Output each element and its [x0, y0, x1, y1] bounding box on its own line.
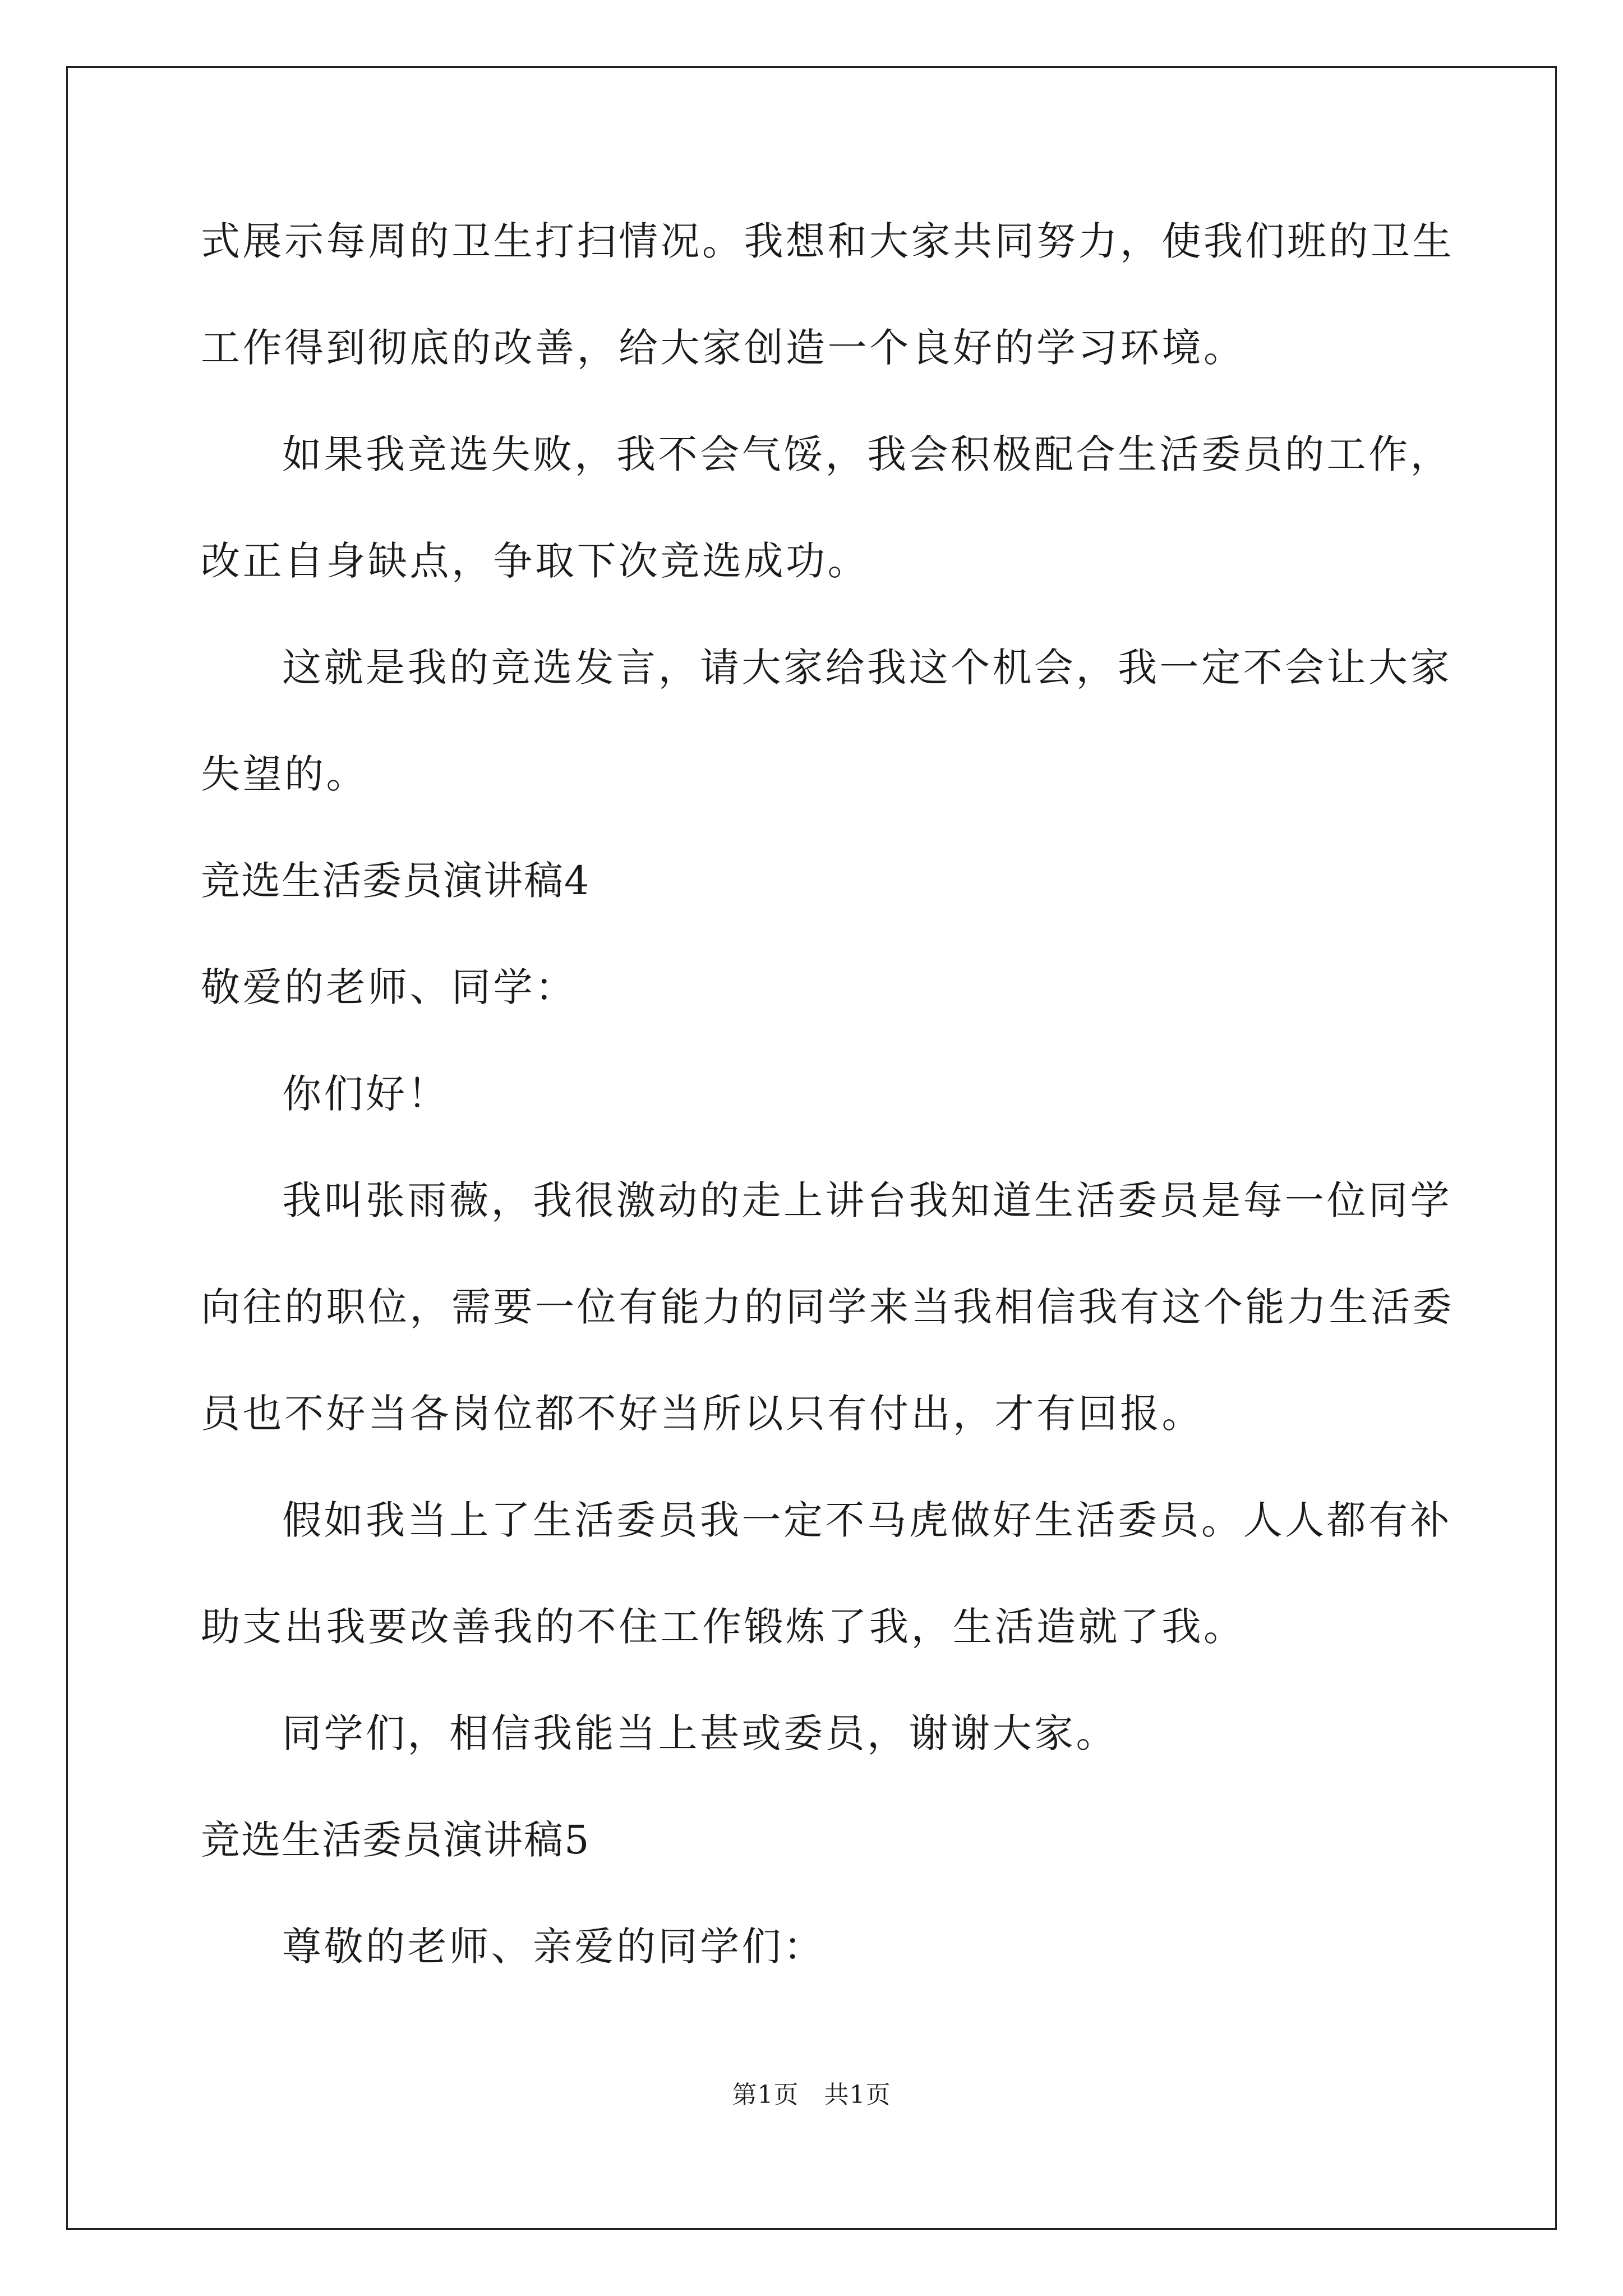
paragraph-line: 助支出我要改善我的不住工作锻炼了我，生活造就了我。 [201, 1604, 1246, 1650]
paragraph-line: 假如我当上了生活委员我一定不马虎做好生活委员。人人都有补 [282, 1497, 1452, 1543]
page-number-footer: 第1页 共1页 [732, 2081, 891, 2109]
paragraph-line: 我叫张雨薇，我很激动的走上讲台我知道生活委员是每一位同学 [282, 1177, 1452, 1223]
paragraph-line: 如果我竞选失败，我不会气馁，我会积极配合生活委员的工作， [282, 431, 1452, 477]
paragraph-line: 同学们，相信我能当上甚或委员，谢谢大家。 [282, 1710, 1118, 1756]
paragraph-line: 员也不好当各岗位都不好当所以只有付出，才有回报。 [201, 1391, 1204, 1437]
paragraph-line: 向往的职位，需要一位有能力的同学来当我相信我有这个能力生活委 [201, 1284, 1454, 1330]
paragraph-line: 式展示每周的卫生打扫情况。我想和大家共同努力，使我们班的卫生 [201, 218, 1454, 264]
page-border [66, 66, 1557, 2230]
paragraph-line: 这就是我的竞选发言，请大家给我这个机会，我一定不会让大家 [282, 645, 1452, 691]
paragraph-line: 改正自身缺点，争取下次竞选成功。 [201, 538, 869, 584]
paragraph-line: 失望的。 [201, 751, 368, 797]
salutation: 敬爱的老师、同学： [201, 964, 577, 1010]
paragraph-line: 工作得到彻底的改善，给大家创造一个良好的学习环境。 [201, 325, 1246, 371]
greeting: 你们好！ [282, 1071, 449, 1117]
salutation: 尊敬的老师、亲爱的同学们： [282, 1924, 826, 1970]
section-heading: 竞选生活委员演讲稿4 [201, 858, 591, 904]
section-heading: 竞选生活委员演讲稿5 [201, 1817, 591, 1863]
